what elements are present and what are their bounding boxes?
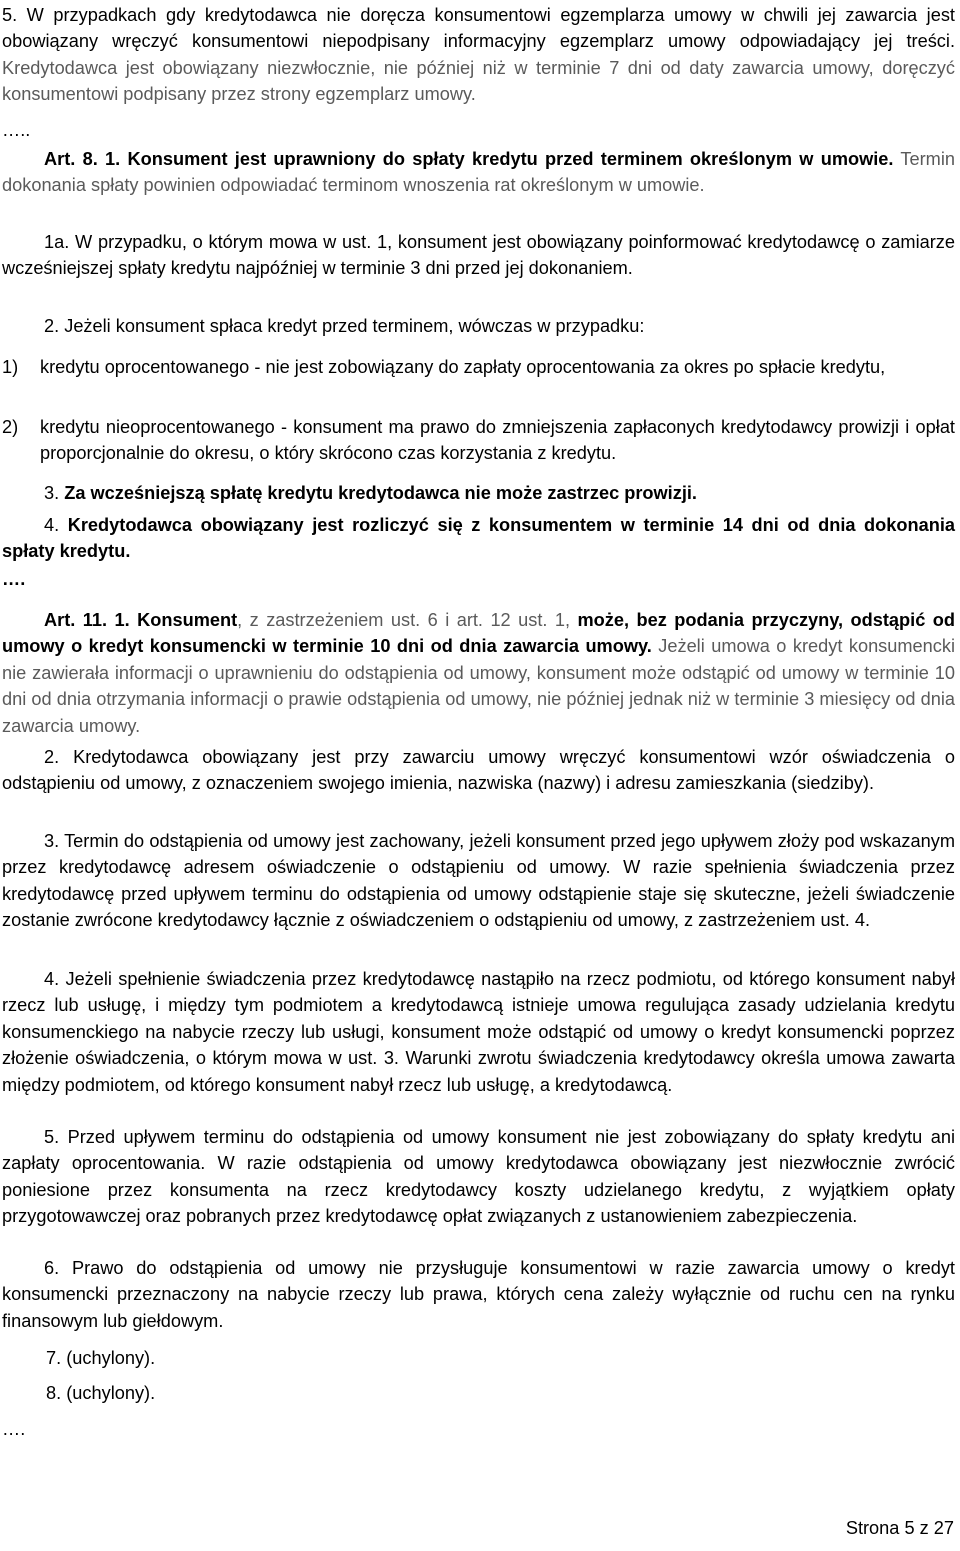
art-8-3-text: Za wcześniejszą spłatę kredytu kredytodawca nie może zastrzec prowizji. [64, 483, 697, 503]
art-8-3-num: 3. [44, 483, 60, 503]
art-8-bold: Konsument jest uprawniony do spłaty kredytu przed terminem określonym w umowie. [127, 149, 894, 169]
art-11-mid1: , z zastrzeżeniem ust. 6 i art. 12 ust. 1, [237, 610, 571, 630]
art-11-paragraph-6: 6. Prawo do odstąpienia od umowy nie przysługuje konsumentowi w razie zawarcia umowy o kredyt konsumencki przeznaczony na nabycie rzeczy lub prawa, których cena zależy wyłącznie od ruchu cen na rynku finansowym lub giełdowym. [2, 1258, 955, 1331]
art-8-paragraph-1 [2, 146, 955, 199]
art-11-paragraph-2: 2. Kredytodawca obowiązany jest przy zawarciu umowy wręczyć konsumentowi wzór oświadczenia o odstąpieniu od umowy, z oznaczeniem swojego imienia, nazwiska (nazwy) i adresu zamieszkania (siedziby). [2, 747, 955, 794]
art-11-paragraph-5: 5. Przed upływem terminu do odstąpienia od umowy konsument nie jest zobowiązany do spłaty kredytu ani zapłaty oprocentowania. W razie odstąpienia od umowy kredytodawca obowiązany jest niezwłocznie zwrócić poniesione przez konsumenta na rzecz kredytodawcy koszty udzielanego kredytu, z wyjątkiem opłaty przygotowawczej oraz pobranych przez kredytodawcę opłat związanych z ustanowieniem zabezpieczenia. [2, 1127, 955, 1227]
list-item-2-num: 2) [2, 417, 19, 437]
art-8-paragraph-3 [44, 480, 960, 506]
art-11-paragraph-8: 8. (uchylony). [46, 1383, 156, 1403]
art-8-paragraph-1a [2, 229, 955, 282]
art-11-paragraph-7: 7. (uchylony). [46, 1348, 156, 1368]
list-item-1-text: kredytu oprocentowanego - nie jest zobowiązany do zapłaty oprocentowania za okres po spłacie kredytu, [40, 357, 886, 377]
art-11-bold2: może, bez podania przyczyny, odstąpić od umowy o kredyt konsumencki w terminie 10 dni od dnia zawarcia umowy. [2, 610, 955, 657]
art-8-1a-num: 1a. [44, 232, 70, 252]
art-8-list-item-1 [2, 354, 955, 380]
art-8-paragraph-4 [2, 512, 955, 565]
art-11-paragraph-1 [2, 607, 955, 739]
art-11-paragraph-4: 4. Jeżeli spełnienie świadczenia przez kredytodawcę nastąpiło na rzecz podmiotu, od którego konsument nabył rzecz lub usługę, i między tym podmiotem a kredytodawcą istnieje umowa regulująca zasady udzielania kredytu konsumenckiego na nabycie rzeczy lub usługi, konsument może odstąpić od umowy o kredyt konsumencki poprzez złożenie oświadczenia, o którym mowa w ust. 3. Warunki zwrotu świadczenia kredytodawcy określa umowa zawarta między podmiotem, od którego konsument nabył rzecz lub usługę, a kredytodawcą. [2, 969, 955, 1095]
paragraph-5 [2, 2, 955, 108]
art-11-paragraph-3: 3. Termin do odstąpienia od umowy jest zachowany, jeżeli konsument przed jego upływem złoży pod wskazanym przez kredytodawcę adresem oświadczenie o odstąpieniu od umowy. W razie spełnienia świadczenia przez kredytodawcę przed upływem terminu do odstąpienia od umowy odstąpienie staje się skuteczne, jeżeli świadczenie zostanie zwrócone kredytodawcy łącznie z oświadczeniem o odstąpieniu od umowy, z zastrzeżeniem ust. 4. [2, 831, 955, 931]
page-number-footer: Strona 5 z 27 [845, 1518, 954, 1538]
art-11-rest1: Jeżeli umowa o kredyt konsumencki nie zawierała informacji o uprawnieniu do odstąpienia od umowy, konsument może odstąpić od umowy w terminie 10 dni od dnia otrzymania informacji o prawie odstąpienia od umowy, nie później jednak niż w terminie 3 miesięcy od dnia zawarcia umowy. [2, 636, 955, 736]
list-item-2-text: kredytu nieoprocentowanego - konsument ma prawo do zmniejszenia zapłaconych kredytodawcy prowizji i opłat proporcjonalnie do okresu, o który skrócono czas korzystania z kredytu. [40, 417, 955, 464]
art-8-rest: Termin dokonania spłaty powinien odpowiadać terminom wnoszenia rat określonym w umowie. [2, 149, 955, 196]
art-8-4-text: Kredytodawca obowiązany jest rozliczyć się z konsumentem w terminie 14 dni od dnia dokonania spłaty kredytu. [2, 515, 955, 562]
list-item-1-num: 1) [2, 357, 19, 377]
art-8-lead: Art. 8. 1. [44, 149, 121, 169]
ellipsis-1: ….. [2, 120, 31, 140]
paragraph-5-first: 5. W przypadkach gdy kredytodawca nie doręcza konsumentowi egzemplarza umowy w chwili jej zawarcia jest obowiązany wręczyć konsumentowi niepodpisany informacyjny egzemplarz umowy odpowiadający jej treści. [2, 5, 955, 52]
art-11-lead: Art. 11. 1. [44, 610, 130, 630]
art-8-1a-text: W przypadku, o którym mowa w ust. 1, konsument jest obowiązany poinformować kredytodawcę o zamiarze wcześniejszej spłaty kredytu najpóźniej w terminie 3 dni przed jej dokonaniem. [2, 232, 955, 279]
art-11-bold1: Konsument [137, 610, 238, 630]
art-8-paragraph-2: 2. Jeżeli konsument spłaca kredyt przed terminem, wówczas w przypadku: [44, 316, 645, 336]
paragraph-5-second: Kredytodawca jest obowiązany niezwłocznie, nie później niż w terminie 7 dni od daty zawarcia umowy, doręczyć konsumentowi podpisany przez strony egzemplarz umowy. [2, 57, 955, 105]
art-8-4-num: 4. [44, 515, 60, 535]
ellipsis-2: …. [2, 569, 26, 589]
art-8-list-item-2 [2, 414, 955, 467]
ellipsis-3: …. [2, 1419, 26, 1439]
